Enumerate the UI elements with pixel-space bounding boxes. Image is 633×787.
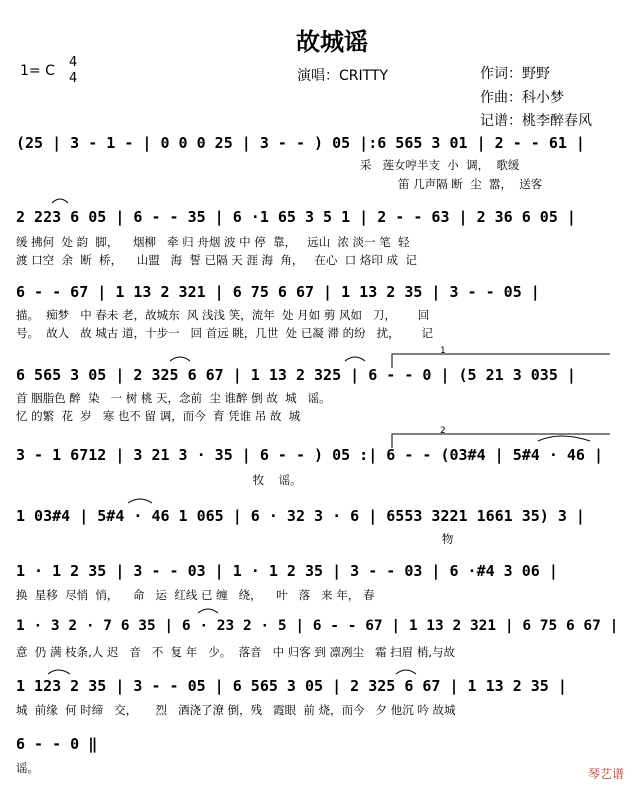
transcriber: 记谱：桃李醉春风 <box>480 113 592 129</box>
volta-2-bracket <box>392 434 610 448</box>
score-row-9-notes: 1 123 2 35 | 3 - - 05 | 6 565 3 05 | 2 325 6 67 | 1 13 2 35 | <box>16 677 567 695</box>
score-row-7-notes: 1 · 1 2 35 | 3 - - 03 | 1 · 1 2 35 | 3 - - 03 | 6 ·#4 3 06 | <box>16 562 558 580</box>
score-row-1-lyric-1: 采 莲女哼半支 小 调， 歌缓 <box>360 158 520 172</box>
lyricist: 作词：野野 <box>480 66 550 82</box>
score-row-10-lyric-1: 谣。 <box>16 761 39 775</box>
score-row-3-notes: 6 - - 67 | 1 13 2 321 | 6 75 6 67 | 1 13 2 35 | 3 - - 05 | <box>16 283 540 301</box>
time-signature-top: 4 <box>69 55 78 70</box>
singer: 演唱：CRITTY <box>297 68 389 84</box>
key-signature: 1= C <box>20 63 55 79</box>
score-row-4-lyric-2: 忆 的繁 花 岁 寒 也不 留 调，而今 育 凭谁 吊 故 城 <box>16 409 301 423</box>
score-row-5-lyric-1: 牧 谣。 <box>110 473 302 487</box>
volta-1-label: 1 <box>440 346 446 356</box>
volta-1-bracket <box>392 354 610 368</box>
score-row-8-lyric-1: 意 仍 满 枝条,人 迟 音 不 复 年 少。 落音 中 归客 到 凛冽尘 霜 扫眉 梢,与故 <box>16 645 455 659</box>
volta-2-label: 2 <box>440 426 446 436</box>
score-row-1-notes: (25 | 3 - 1 - | 0 0 0 25 | 3 - - ) 05 |:6 565 3 01 | 2 - - 61 | <box>16 134 585 152</box>
score-row-3-lyric-2: 号。 故人 故 城古 道，十步一 回 首远 眺，几世 处 已凝 滞 的纷 扰， 记 <box>16 326 434 340</box>
score-row-1-lyric-2: 笛 几声隔 断 尘 嚣， 送客 <box>398 177 543 191</box>
score-row-3-lyric-1: 描。 痴梦 中 春未 老，故城东 风 浅浅 笑，流年 处 月如 剪 风如 刀， 回 <box>16 308 430 322</box>
tie-arcs <box>48 199 590 674</box>
score-row-9-lyric-1: 城 前缘 何 时缔 交， 烈 酒浇了潦 倒，残 霞眼 前 烧，而今 夕 他沉 吟 故城 <box>16 703 456 717</box>
score-row-10-notes: 6 - - 0 ‖ <box>16 735 98 753</box>
composer: 作曲：科小梦 <box>480 90 564 106</box>
score-row-4-notes: 6 565 3 05 | 2 325 6 67 | 1 13 2 325 | 6 - - 0 | (5 21 3 035 | <box>16 366 576 384</box>
score-row-4-lyric-1: 首 胭脂色 醉 染 一 树 桃 天，念前 尘 谁醉 倒 故 城 谣。 <box>16 391 331 405</box>
score-row-2-lyric-2: 渡 口空 余 断 桥， 山盟 海 誓 已隔 天 涯 海 角， 在心 口 烙印 成 记 <box>16 253 417 267</box>
score-row-5-notes: 3 - 1 6712 | 3 21 3 · 35 | 6 - - ) 05 :| 6 - - (03#4 | 5#4 · 46 | <box>16 446 603 464</box>
score-row-6-notes: 1 03#4 | 5#4 · 46 1 065 | 6 · 32 3 · 6 | 6553 3221 1661 35) 3 | <box>16 507 585 525</box>
score-row-2-notes: 2 223 6 05 | 6 - - 35 | 6 ·1 65 3 5 1 | 2 - - 63 | 2 36 6 05 | <box>16 208 576 226</box>
song-title: 故城谣 <box>296 27 368 56</box>
score-row-2-lyric-1: 缓 拂何 处 韵 脚， 烟柳 牵 归 舟烟 波 中 停 靠， 远山 浓 淡一 笔 轻 <box>16 235 410 249</box>
score-row-6-lyric-1: 物 <box>197 532 454 546</box>
score-row-7-lyric-1: 换 星移 尽悄 悄， 命 运 红线 已 缠 绕， 叶 落 来 年， 春 <box>16 588 375 602</box>
score-row-8-notes: 1 · 3 2 · 7 6 35 | 6 · 23 2 · 5 | 6 - - 67 | 1 13 2 321 | 6 75 6 67 | <box>16 618 619 634</box>
time-signature-bottom: 4 <box>69 71 78 86</box>
site-logo: 琴艺谱 <box>588 767 625 781</box>
